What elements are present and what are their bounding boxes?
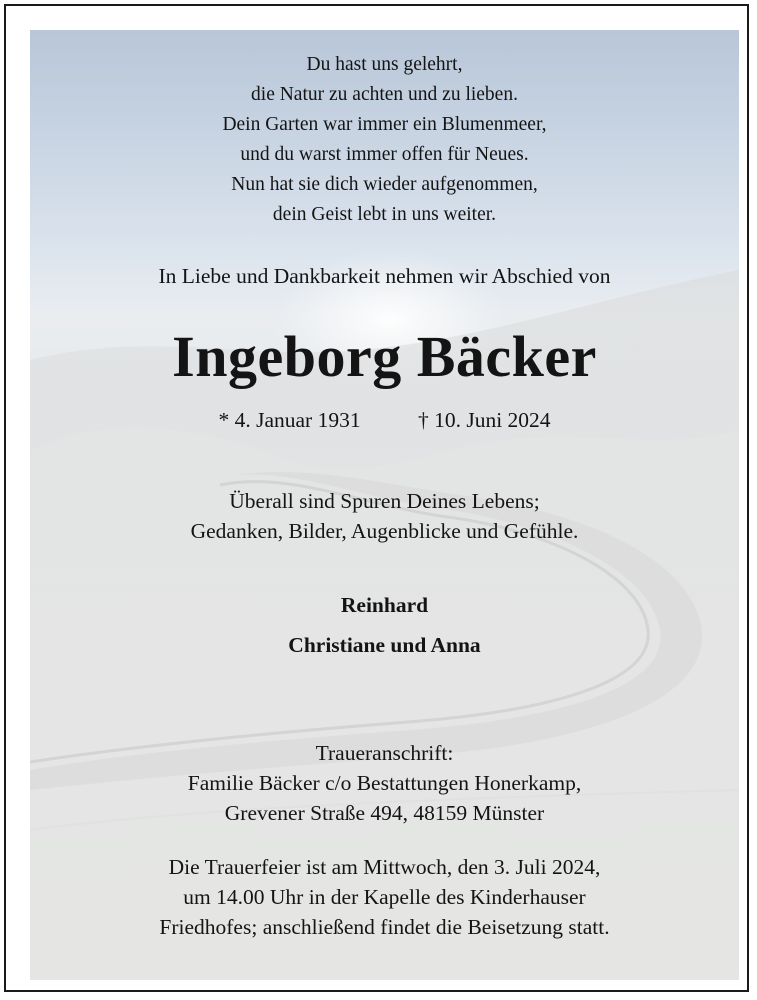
poem-line: und du warst immer offen für Neues. <box>240 144 529 165</box>
life-dates <box>30 406 739 434</box>
poem-line: die Natur zu achten und zu lieben. <box>251 84 518 105</box>
poem-line: Dein Garten war immer ein Blumenmeer, <box>222 114 547 135</box>
address-line: Familie Bäcker c/o Bestattungen Honerkamp, <box>187 771 582 795</box>
service-line: Die Trauerfeier ist am Mittwoch, den 3. Juli 2024, <box>168 855 601 879</box>
snow-landscape-background <box>30 30 739 980</box>
service-line: um 14.00 Uhr in der Kapelle des Kinderhauser <box>183 885 586 909</box>
quote-line: Überall sind Spuren Deines Lebens; <box>229 489 540 513</box>
memorial-quote <box>30 486 739 546</box>
address-line: Traueranschrift: <box>315 741 454 765</box>
funeral-service-info <box>30 852 739 942</box>
poem-line: Nun hat sie dich wieder aufgenommen, <box>231 174 538 195</box>
farewell-intro: In Liebe und Dankbarkeit nehmen wir Abschied von <box>158 264 611 288</box>
death-date: † 10. Juni 2024 <box>417 408 551 432</box>
mourner-name: Christiane und Anna <box>288 633 481 657</box>
poem <box>30 50 739 230</box>
mourning-address <box>30 738 739 828</box>
quote-line: Gedanken, Bilder, Augenblicke und Gefühle. <box>190 519 579 543</box>
mourner-name: Reinhard <box>340 593 429 617</box>
mourners <box>30 585 739 665</box>
birth-date: * 4. Januar 1931 <box>218 408 361 432</box>
obituary-frame <box>4 4 749 992</box>
poem-line: dein Geist lebt in uns weiter. <box>272 204 497 225</box>
poem-line: Du hast uns gelehrt, <box>306 54 463 75</box>
service-line: Friedhofes; anschließend findet die Beisetzung statt. <box>159 915 610 939</box>
deceased-name: Ingeborg Bäcker <box>172 324 597 389</box>
address-line: Grevener Straße 494, 48159 Münster <box>224 801 545 825</box>
